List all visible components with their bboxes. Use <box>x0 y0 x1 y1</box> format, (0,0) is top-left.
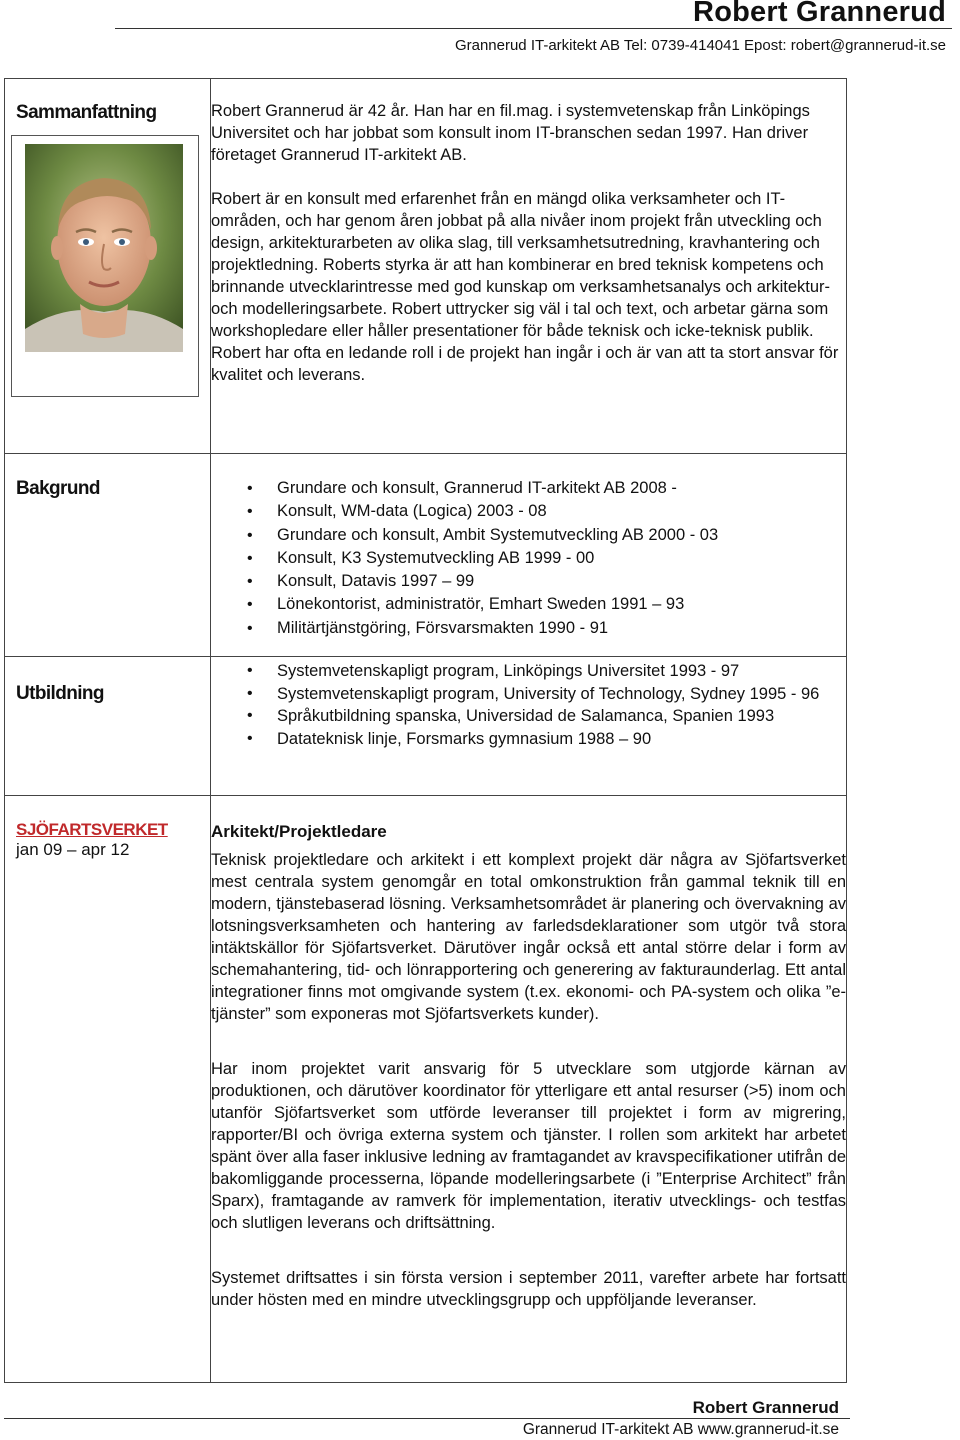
assignment-paragraph-2: Har inom projektet varit ansvarig för 5 utvecklare som utgjorde kärnan av produktionen, och därutöver koordinator för ytterligare ett antal resurser (>5) inom och utanför Sjöfartsverket som utförde leveranser till projektet i form av migrering, rapporter/BI och övriga externa system och tjänster. I rollen som arkitekt har arbetet spänt över alla faser inklusive ledning av framtagandet av kravspecifikationer utifrån de bakomliggande processerna, löpande modelleringsarbete (i ”Enterprise Architect” från Sparx), framtagande av ramverk för implementation, iterativ utvecklings- och testfas och slutligen leverans och driftsättning. <box>211 1060 846 1232</box>
list-item: • Datateknisk linje, Forsmarks gymnasium 1988 – 90 <box>211 728 836 751</box>
summary-paragraph-2: Robert är en konsult med erfarenhet från en mängd olika verksamheter och IT-områden, och har genom åren jobbat på alla nivåer inom projekt från utveckling och design, arkitekturarbeten av olika slag, till verksamhetsutredning, kravhantering och projektledning. Roberts styrka är att han kombinerar en bred teknisk kompetens och brinnande utvecklarintresse med god kunskap om verksamhetsanalys och arkitektur- och modelleringsarbete. Robert uttrycker sig väl i tal och text, och arbetar gärna som workshopledare eller håller presentationer för både teknisk och icke-teknisk publik. Robert har ofta en ledande roll i de projekt han ingår i och är van att ta stort ansvar för kvalitet och leverans. <box>211 190 839 384</box>
header-rule <box>115 28 952 29</box>
summary-title: Sammanfattning <box>16 102 157 123</box>
assignment-content-cell <box>211 796 847 1383</box>
list-item: • Konsult, WM-data (Logica) 2003 - 08 <box>211 500 846 523</box>
list-item: • Konsult, K3 Systemutveckling AB 1999 - 00 <box>211 547 846 570</box>
list-item: • Språkutbildning spanska, Universidad de Salamanca, Spanien 1993 <box>211 705 836 728</box>
assignment-label-cell <box>5 796 211 1383</box>
footer-name: Robert Grannerud <box>692 1398 839 1417</box>
background-label-cell <box>5 454 211 657</box>
footer-site: Grannerud IT-arkitekt AB www.grannerud-it.se <box>522 1421 839 1438</box>
background-row <box>5 454 847 657</box>
education-label-cell <box>5 657 211 796</box>
summary-paragraph-1: Robert Grannerud är 42 år. Han har en fil.mag. i systemvetenskap från Linköpings Universitet och har jobbat som konsult inom IT-branschen sedan 1997. Han driver företaget Grannerud IT-arkitekt AB. <box>211 102 810 164</box>
background-title: Bakgrund <box>16 478 100 499</box>
education-title: Utbildning <box>16 683 104 704</box>
assignment-role: Arkitekt/Projektledare <box>211 822 387 841</box>
list-item: • Grundare och konsult, Ambit Systemutveckling AB 2000 - 03 <box>211 524 846 547</box>
list-item: • Grundare och konsult, Grannerud IT-arkitekt AB 2008 - <box>211 477 846 500</box>
summary-label-cell <box>5 79 211 454</box>
header-contact: Grannerud IT-arkitekt AB Tel: 0739-414041 Epost: robert@grannerud-it.se <box>454 37 946 54</box>
list-item: • Systemvetenskapligt program, University of Technology, Sydney 1995 - 96 <box>211 683 836 706</box>
footer-rule <box>4 1418 850 1419</box>
cv-table <box>4 78 847 1383</box>
assignment-paragraph-3: Systemet driftsattes i sin första version i september 2011, varefter arbete har fortsatt under hösten med en mindre utvecklingsgrupp och uppföljande leveranser. <box>211 1269 846 1309</box>
employer-logo: SJÖFARTSVERKET <box>16 820 168 839</box>
assignment-dates: jan 09 – apr 12 <box>16 840 130 859</box>
education-content-cell <box>211 657 847 796</box>
summary-row <box>5 79 847 454</box>
education-list <box>211 660 836 750</box>
assignment-paragraph-1: Teknisk projektledare och arkitekt i ett komplext projekt där några av Sjöfartsverket mest centrala system genomgår en total omkonstruktion från gammal teknik till en modern, tjänstebaserad lösning. Verksamhetsområdet är planering och övervakning av lotsningsverksamheten och hantering av farledsdeklarationer som utgör två stora intäktskällor för Sjöfartsverket. Därutöver ingår också ett antal större delar i form av schemahantering, tid- och lönrapportering och generering av fakturaunderlag. Ett antal integrationer finns mot omgivande system (t.ex. ekonomi- och PA-system och olika ”e-tjänster” som exponeras mot Sjöfartsverkets kunder). <box>211 851 846 1023</box>
list-item: • Militärtjänstgöring, Försvarsmakten 1990 - 91 <box>211 617 846 640</box>
education-row <box>5 657 847 796</box>
header-name: Robert Grannerud <box>693 0 946 28</box>
summary-content-cell <box>211 79 847 454</box>
background-list <box>211 477 846 640</box>
list-item: • Konsult, Datavis 1997 – 99 <box>211 570 846 593</box>
profile-photo <box>11 135 199 397</box>
list-item: • Systemvetenskapligt program, Linköpings Universitet 1993 - 97 <box>211 660 836 683</box>
list-item: • Lönekontorist, administratör, Emhart Sweden 1991 – 93 <box>211 593 846 616</box>
assignment-row <box>5 796 847 1383</box>
background-content-cell <box>211 454 847 657</box>
portrait-image <box>25 144 183 352</box>
